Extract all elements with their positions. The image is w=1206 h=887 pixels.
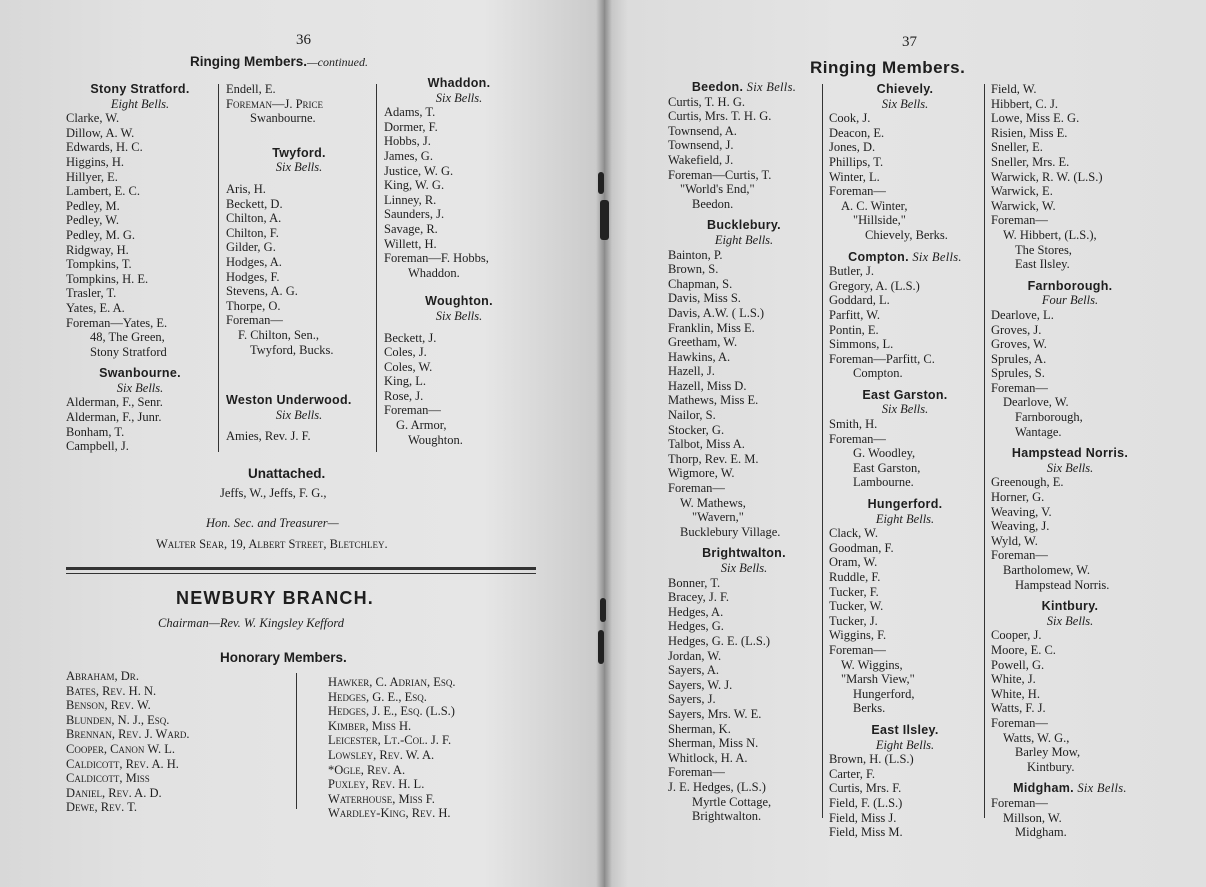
bells-label: Eight Bells. [714,232,774,247]
section-header: Swanbourne. [99,366,181,381]
list-item: Hodges, A. [226,254,282,269]
section-header [991,781,1149,796]
section-header: Woughton. [425,294,493,309]
foreman-line: W. Wiggins, [841,657,903,672]
member-name: Phillips, T. [829,154,884,169]
section-header-text: East Ilsley. [871,722,939,737]
bells-label: Eight Bells. [875,511,935,526]
foreman-line: G. Woodley, [853,446,916,461]
list-item: Thorpe, O. [226,298,281,313]
member-name: Ruddle, F. [829,570,881,584]
column-twyford-weston [226,82,372,444]
column-beedon-brightwalton [668,80,820,824]
member-name: Bracey, J. F. [668,590,730,605]
page-number: 37 [902,34,917,50]
honorary-member: Kimber, Miss H. [328,718,412,733]
bells-label: Six Bells. [435,90,483,105]
member-name: Butler, J. [829,264,874,279]
foreman-line: The Stores, [1015,242,1072,257]
list-item: Bonham, T. [66,424,125,439]
list-item: Endell, E. [226,82,276,96]
foreman-block [384,251,534,280]
chairman-line: Chairman—Rev. W. Kingsley Kefford [158,616,344,630]
unattached-list: Jeffs, W., Jeffs, F. G., [220,486,327,500]
list-item: Tompkins, H. E. [66,271,149,286]
bells-label: Six Bells. [1046,613,1094,628]
honorary-list-b [328,675,548,821]
member-name: Foreman— [991,380,1048,395]
list-item: Stevens, A. G. [226,284,298,299]
member-name: Foreman— [991,548,1048,563]
bells-label: Six Bells. [881,402,929,417]
member-name: Sprules, A. [991,351,1047,366]
list-item: Chilton, F. [226,225,279,240]
honorary-member: Caldicott, Miss [66,771,150,786]
section-header-text: Midgham. [1013,781,1074,796]
member-name: Moore, E. C. [991,642,1056,657]
hon-sec-label: Hon. Sec. and Treasurer— [206,516,339,530]
bells-label: Six Bells. [720,561,768,575]
member-name: Townsend, J. [668,138,734,153]
foreman-line: East Ilsley. [1015,257,1070,272]
list-item: Campbell, J. [66,439,129,454]
member-name: Curtis, Mrs. T. H. G. [668,109,772,124]
branch-title: NEWBURY BRANCH. [176,588,374,608]
bells-label: Six Bells. [743,80,797,94]
bells-label: Six Bells. [275,160,323,175]
member-name: Hazell, J. [668,364,715,379]
member-name: Clack, W. [829,526,878,541]
foreman-line: "World's End," [680,182,755,197]
foreman-line: Wantage. [1015,424,1062,439]
member-name: Sneller, Mrs. E. [991,154,1070,169]
section-header [829,723,981,738]
list-item: Yates, E. A. [66,300,125,315]
member-name: Foreman—Curtis, T. [668,167,772,182]
member-name: Chapman, S. [668,276,733,291]
member-name: Sayers, W. J. [668,677,733,692]
bells-label: Eight Bells. [110,96,170,111]
foreman-line: G. Armor, [396,418,447,433]
member-name: Cooper, J. [991,628,1042,643]
list-item: King, L. [384,374,427,389]
member-name: Curtis, T. H. G. [668,94,745,109]
foreman-line: Hampstead Norris. [1015,577,1110,592]
honorary-member: Abraham, Dr. [66,669,139,683]
list-item: Pedley, W. [66,213,120,228]
foreman-line: "Wavern," [692,510,744,525]
member-name: Davis, A.W. ( L.S.) [668,305,765,320]
member-name: Sherman, Miss N. [668,736,759,751]
member-name: Brown, H. (L.S.) [829,752,914,767]
member-name: Sayers, Mrs. W. E. [668,706,762,721]
list-item: Hodges, F. [226,269,280,284]
member-name: Whitlock, H. A. [668,750,748,765]
member-name: Bainton, P. [668,247,723,262]
member-list [66,395,214,453]
member-name: Powell, G. [991,657,1045,672]
member-list [226,429,372,444]
foreman-block [226,313,372,357]
honorary-header: Honorary Members. [220,650,347,665]
honorary-member: Wardley-King, Rev. H. [328,806,451,821]
member-name: Cook, J. [829,111,871,126]
member-name: Lowe, Miss E. G. [991,111,1080,126]
list-item: Adams, T. [384,105,436,120]
list-item: Amies, Rev. J. F. [226,429,311,444]
column-field-midgham [991,82,1149,840]
honorary-member: Blunden, N. J., Esq. [66,712,170,727]
foreman-line: Foreman— [226,313,283,328]
section-header: Stony Stratford. [90,82,190,96]
honorary-member: Lowsley, Rev. W. A. [328,747,435,762]
member-name: Hedges, G. E. (L.S.) [668,633,771,648]
list-item: Pedley, M. [66,198,120,213]
member-name: Hazell, Miss D. [668,378,747,393]
list-item: Trasler, T. [66,286,117,301]
binding-stitch [600,200,609,240]
member-name: Warwick, W. [991,198,1056,213]
member-name: Hedges, A. [668,604,724,619]
hon-sec-name: Walter Sear, 19, Albert Street, Bletchley. [156,537,388,551]
section-header-text: East Garston. [862,387,948,402]
member-name: Weaving, V. [991,504,1052,519]
foreman-line: 48, The Green, [90,330,165,345]
member-name: Risien, Miss E. [991,125,1068,140]
section-header [991,599,1149,614]
list-item: Edwards, H. C. [66,140,143,155]
member-name: Foreman— [991,213,1048,228]
foreman-line: Woughton. [408,432,463,447]
foreman-line: Watts, W. G., [1003,730,1070,745]
list-item: Alderman, F., Junr. [66,410,162,425]
member-name: Smith, H. [829,417,878,432]
member-name: Goodman, F. [829,540,894,555]
member-name: Greenough, E. [991,475,1064,490]
member-name: Tucker, J. [829,613,878,628]
list-item: King, W. G. [384,178,445,193]
member-name: Thorp, Rev. E. M. [668,451,759,466]
foreman-block [66,316,214,360]
honorary-member: Hawker, C. Adrian, Esq. [328,675,456,689]
member-name: Parfitt, W. [829,307,881,322]
foreman-line: Berks. [853,701,886,716]
bells-label: Six Bells. [1073,781,1127,796]
member-name: Gregory, A. (L.S.) [829,278,920,293]
foreman-line: "Marsh View," [841,672,915,687]
unattached-header: Unattached. [248,466,326,481]
member-name: Foreman— [829,431,886,446]
honorary-member: *Ogle, Rev. A. [328,762,406,777]
member-name: Weaving, J. [991,519,1050,534]
member-name: Field, Miss M. [829,825,903,840]
column-chievely-eastilsley [829,82,981,840]
foreman-line: Kintbury. [1027,759,1075,774]
foreman-line: Beedon. [692,196,734,211]
running-title: Ringing Members.—continued. [190,54,369,69]
section-header-text: Hungerford. [867,497,943,512]
list-item: Ridgway, H. [66,242,129,257]
bells-label: Four Bells. [1041,293,1099,308]
member-name: Hibbert, C. J. [991,96,1059,111]
member-name: Simmons, L. [829,337,894,352]
member-name: Tucker, F. [829,584,879,599]
foreman-line: Twyford, Bucks. [250,342,334,357]
honorary-member: Leicester, Lt.-Col. J. F. [328,733,452,748]
member-name: Foreman— [668,481,725,496]
member-name: Foreman— [991,795,1048,810]
section-header [668,218,820,233]
member-name: Bonner, T. [668,575,721,590]
foreman-line: Whaddon. [408,265,460,280]
section-rule [66,573,536,574]
binding-stitch [600,598,606,622]
member-name: Stocker, G. [668,422,725,437]
list-item: Foreman—J. Price [226,96,324,111]
section-header [991,446,1149,461]
honorary-member: Daniel, Rev. A. D. [66,785,162,800]
foreman-line: Hungerford, [853,686,915,701]
member-name: Pontin, E. [829,322,879,337]
foreman-line: Foreman—F. Hobbs, [384,251,489,266]
section-header [829,250,981,265]
bells-label: Six Bells. [881,96,929,111]
foreman-line: Foreman—Yates, E. [66,315,168,330]
member-name: Field, Miss J. [829,810,897,825]
bells-label: Six Bells. [435,308,483,323]
member-name: Sneller, E. [991,140,1043,155]
member-name: Foreman— [829,642,886,657]
list-item: Pedley, M. G. [66,227,135,242]
honorary-member: Caldicott, Rev. A. H. [66,756,179,771]
section-header-text: Compton. [848,249,909,264]
foreman-line: Farnborough, [1015,410,1083,425]
section-header-text: Kintbury. [1041,599,1099,614]
member-name: Field, F. (L.S.) [829,795,903,810]
member-name: Curtis, Mrs. F. [829,781,902,796]
member-name: Winter, L. [829,169,880,184]
member-name: Townsend, A. [668,123,737,138]
section-header: Twyford. [272,145,326,160]
member-list [66,111,214,315]
honorary-list-a [66,669,290,815]
honorary-member: Hedges, J. E., Esq. (L.S.) [328,704,455,719]
running-title: Ringing Members. [810,58,966,77]
member-list [384,331,534,404]
member-name: Warwick, E. [991,184,1053,199]
section-header [991,279,1149,294]
list-item: Hobbs, J. [384,134,431,149]
member-name: Greetham, W. [668,335,738,350]
member-name: White, H. [991,686,1040,701]
section-header-text: Beedon. [691,80,744,94]
member-name: Foreman— [668,765,725,780]
foreman-line: Brightwalton. [692,809,762,824]
section-header-text: Hampstead Norris. [1011,446,1129,461]
foreman-line: W. Hibbert, (L.S.), [1003,227,1097,242]
bells-label: Six Bells. [275,407,323,422]
foreman-line: Barley Mow, [1015,745,1081,760]
foreman-line: A. C. Winter, [841,198,908,213]
foreman-line: Lambourne. [853,475,914,490]
member-name: Jordan, W. [668,648,722,663]
right-page [604,0,1206,887]
list-item: Beckett, J. [384,330,437,345]
list-item: Gilder, G. [226,240,276,255]
member-name: Foreman—Parfitt, C. [829,351,935,366]
member-name: Franklin, Miss E. [668,320,755,335]
member-name: Brown, S. [668,262,719,277]
member-name: Mathews, Miss E. [668,393,759,408]
list-item: Higgins, H. [66,154,124,169]
member-name: Tucker, W. [829,599,884,614]
column-rule [984,84,985,818]
member-name: Sayers, A. [668,663,720,678]
column-stony-swanbourne [66,82,214,454]
column-rule [218,84,219,452]
list-item: Aris, H. [226,181,266,196]
list-item: Lambert, E. C. [66,184,140,199]
list-item: Chilton, A. [226,211,282,226]
member-name: Hawkins, A. [668,349,731,364]
member-name: Horner, G. [991,490,1045,505]
honorary-member: Cooper, Canon W. L. [66,741,175,756]
list-item: Linney, R. [384,192,437,207]
member-name: Groves, J. [991,322,1042,337]
member-name: Field, W. [991,82,1037,96]
list-item: Beckett, D. [226,196,283,211]
section-header-text: Chievely. [876,82,934,96]
list-item: Coles, J. [384,345,427,360]
member-name: Wiggins, F. [829,628,887,643]
honorary-member: Bates, Rev. H. N. [66,683,157,698]
section-header: Whaddon. [427,76,491,90]
honorary-member: Dewe, Rev. T. [66,800,137,815]
foreman-line: Bartholomew, W. [1003,563,1091,577]
member-name: Hedges, G. [668,619,724,634]
member-name: Wigmore, W. [668,466,735,481]
page-number: 36 [296,32,311,48]
list-item: Alderman, F., Senr. [66,395,163,410]
section-header-text: Bucklebury. [707,218,781,233]
list-item: Rose, J. [384,388,424,403]
foreman-line: Dearlove, W. [1003,395,1069,410]
section-header-text: Brightwalton. [702,546,786,561]
foreman-line: W. Mathews, [680,495,746,510]
list-item: Clarke, W. [66,111,120,126]
section-rule [66,567,536,570]
section-header: Weston Underwood. [226,393,352,408]
foreman-line: Myrtle Cottage, [692,794,772,809]
honorary-member: Brennan, Rev. J. Ward. [66,727,190,742]
book-gutter [596,0,612,887]
section-header [829,82,981,97]
honorary-member: Benson, Rev. W. [66,698,151,713]
list-item: Savage, R. [384,221,438,236]
section-header-text: Farnborough. [1027,278,1113,293]
member-name: Wyld, W. [991,533,1038,548]
member-name: Foreman— [829,184,886,199]
member-name: Jones, D. [829,140,876,155]
member-name: Goddard, L. [829,293,890,308]
foreman-line: Millson, W. [1003,810,1062,825]
member-name: Sherman, K. [668,721,731,736]
bells-label: Six Bells. [908,249,962,264]
section-header [668,80,820,95]
list-item: Swanbourne. [250,111,316,126]
list-item: James, G. [384,148,433,163]
column-rule [296,673,297,809]
member-name: Foreman— [991,715,1048,730]
section-header [668,546,820,561]
list-item: Dillow, A. W. [66,125,135,140]
member-name: Wakefield, J. [668,152,734,167]
foreman-line: Stony Stratford [90,344,167,359]
foreman-line: Foreman— [384,403,441,418]
foreman-line: Bucklebury Village. [680,524,781,539]
section-header [829,497,981,512]
foreman-line: Midgham. [1015,825,1067,840]
binding-stitch [598,630,604,664]
member-name: Watts, F. J. [991,701,1046,716]
column-rule [376,84,377,452]
member-name: Carter, F. [829,766,876,781]
honorary-member: Hedges, G. E., Esq. [328,689,427,704]
list-item: Tompkins, T. [66,257,132,272]
foreman-line: F. Chilton, Sen., [238,327,319,342]
foreman-line: "Hillside," [853,213,906,228]
foreman-line: Compton. [853,366,903,381]
binding-stitch [598,172,604,194]
foreman-block [384,403,534,447]
member-name: Groves, W. [991,337,1047,352]
foreman-line: Chievely, Berks. [865,227,948,242]
bells-label: Six Bells. [116,380,164,395]
column-rule [822,84,823,818]
member-list [226,182,372,313]
member-name: Oram, W. [829,555,878,570]
member-name: White, J. [991,672,1036,687]
member-list [384,105,534,251]
foreman-line: J. E. Hedges, (L.S.) [668,779,766,794]
column-whaddon-woughton [384,76,534,447]
member-name: Davis, Miss S. [668,291,741,306]
member-name: Dearlove, L. [991,307,1054,322]
bells-label: Eight Bells. [875,737,935,752]
list-item: Hillyer, E. [66,169,118,184]
honorary-member: Puxley, Rev. H. L. [328,777,425,792]
member-name: Sprules, S. [991,366,1045,381]
honorary-member: Waterhouse, Miss F. [328,791,435,806]
foreman-line: East Garston, [853,460,921,475]
list-item: Coles, W. [384,359,433,374]
list-item: Saunders, J. [384,207,445,222]
list-item: Willett, H. [384,236,437,251]
member-name: Talbot, Miss A. [668,437,745,452]
list-item: Justice, W. G. [384,163,454,178]
list-item: Dormer, F. [384,119,438,134]
member-name: Deacon, E. [829,125,885,140]
member-name: Warwick, R. W. (L.S.) [991,169,1103,184]
member-name: Sayers, J. [668,692,716,707]
bells-label: Six Bells. [1046,460,1094,475]
section-header [829,388,981,403]
member-name: Nailor, S. [668,408,716,423]
